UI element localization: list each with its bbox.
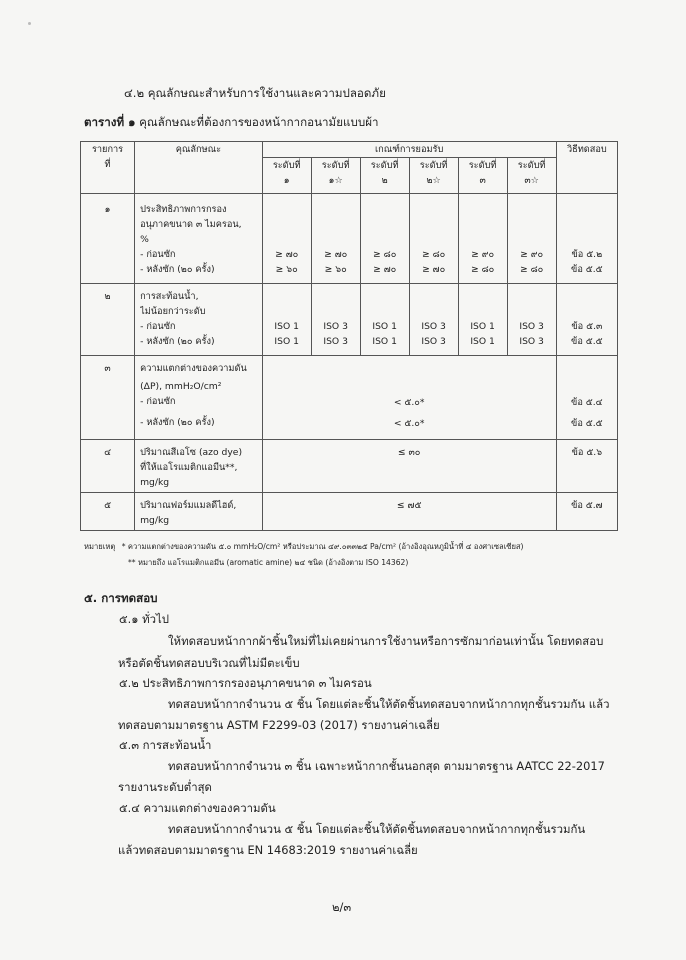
subsection-5-4-title: ๕.๔ ความแตกต่างของความดัน bbox=[119, 801, 276, 815]
value-cell: ISO 3 ISO 3 bbox=[311, 284, 360, 356]
note-1 bbox=[84, 542, 524, 552]
header-item-no: รายการ ที่ bbox=[81, 142, 135, 194]
value-cell: ≥ ๗๐ ≥ ๖๐ bbox=[311, 194, 360, 284]
header-criteria: เกณฑ์การยอมรับ bbox=[262, 142, 556, 158]
property-cell: การสะท้อนน้ำ, ไม่น้อยกว่าระดับ - ก่อนซัก - หลังซัก (๒๐ ครั้ง) bbox=[135, 284, 263, 356]
property-cell: ความแตกต่างของความดัน (ΔP), mmH₂O/cm² - ก่อนซัก - หลังซัก (๒๐ ครั้ง) bbox=[135, 356, 263, 440]
paragraph-line: ให้ทดสอบหน้ากากผ้าชิ้นใหม่ที่ไม่เคยผ่านการใช้งานหรือการซักมาก่อนเท่านั้น โดยทดสอบ bbox=[168, 634, 604, 648]
value-cell: ISO 1 ISO 1 bbox=[262, 284, 311, 356]
property-cell: ปริมาณฟอร์มแมลดีไฮด์, mg/kg bbox=[135, 493, 263, 531]
value-cell: ISO 3 ISO 3 bbox=[409, 284, 458, 356]
header-property: คุณลักษณะ bbox=[135, 142, 263, 194]
table-caption-text: คุณลักษณะที่ต้องการของหน้ากากอนามัยแบบผ้า bbox=[139, 115, 379, 129]
value-cell: ≤ ๗๕ bbox=[262, 493, 556, 531]
header-level: ระดับที่ ๒☆ bbox=[409, 158, 458, 194]
header-level: ระดับที่ ๑ bbox=[262, 158, 311, 194]
method-cell: ข้อ ๕.๔ ข้อ ๕.๕ bbox=[556, 356, 617, 440]
value-cell: ISO 3 ISO 3 bbox=[507, 284, 556, 356]
subsection-5-3-title: ๕.๓ การสะท้อนน้ำ bbox=[119, 738, 212, 752]
paragraph-line: ทดสอบตามมาตรฐาน ASTM F2299-03 (2017) รายงานค่าเฉลี่ย bbox=[118, 718, 440, 732]
header-level: ระดับที่ ๒ bbox=[360, 158, 409, 194]
paragraph-line: ทดสอบหน้ากากจำนวน ๕ ชิ้น โดยแต่ละชิ้นให้ตัดชิ้นทดสอบจากหน้ากากทุกชั้นรวมกัน bbox=[168, 822, 586, 836]
value-cell: < ๕.๐* < ๕.๐* bbox=[262, 356, 556, 440]
value-cell: ≥ ๙๐ ≥ ๘๐ bbox=[507, 194, 556, 284]
table-caption-label: ตารางที่ ๑ bbox=[84, 115, 136, 129]
item-number: ๒ bbox=[81, 284, 135, 356]
item-number: ๓ bbox=[81, 356, 135, 440]
subsection-5-1-title: ๕.๑ ทั่วไป bbox=[119, 612, 169, 626]
table-row bbox=[81, 440, 618, 493]
section-heading: ๔.๒ คุณลักษณะสำหรับการใช้งานและความปลอดภัย bbox=[124, 86, 386, 100]
scan-speck bbox=[28, 22, 31, 25]
subsection-5-2-title: ๕.๒ ประสิทธิภาพการกรองอนุภาคขนาด ๓ ไมครอน bbox=[119, 676, 372, 690]
item-number: ๔ bbox=[81, 440, 135, 493]
table-row bbox=[81, 356, 618, 440]
note-2: ** หมายถึง แอโรแมติกแอมีน (aromatic amine) ๒๔ ชนิด (อ้างอิงตาม ISO 14362) bbox=[128, 558, 409, 567]
table-row bbox=[81, 284, 618, 356]
property-cell: ประสิทธิภาพการกรอง อนุภาคขนาด ๓ ไมครอน, % - ก่อนซัก - หลังซัก (๒๐ ครั้ง) bbox=[135, 194, 263, 284]
value-cell: ISO 1 ISO 1 bbox=[360, 284, 409, 356]
property-cell: ปริมาณสีเอโซ (azo dye) ที่ให้แอโรแมติกแอมีน**, mg/kg bbox=[135, 440, 263, 493]
table-row bbox=[81, 493, 618, 531]
header-level: ระดับที่ ๓ bbox=[458, 158, 507, 194]
table-row bbox=[81, 194, 618, 284]
table-caption bbox=[84, 115, 379, 129]
item-number: ๑ bbox=[81, 194, 135, 284]
value-cell: ≥ ๘๐ ≥ ๗๐ bbox=[360, 194, 409, 284]
value-cell: ISO 1 ISO 1 bbox=[458, 284, 507, 356]
paragraph-line: แล้วทดสอบตามมาตรฐาน EN 14683:2019 รายงานค่าเฉลี่ย bbox=[118, 843, 418, 857]
note-label: หมายเหตุ bbox=[84, 542, 116, 551]
note-1-text: * ความแตกต่างของความดัน ๕.๐ mmH₂O/cm² หรือประมาณ ๔๙.๐๓๓๒๕ Pa/cm² (อ้างอิงอุณหภูมิน้ำที่ ๔ องศาเซลเซียส) bbox=[121, 542, 524, 551]
item-number: ๕ bbox=[81, 493, 135, 531]
paragraph-line: ทดสอบหน้ากากจำนวน ๕ ชิ้น โดยแต่ละชิ้นให้ตัดชิ้นทดสอบจากหน้ากากทุกชั้นรวมกัน แล้ว bbox=[168, 697, 610, 711]
paragraph-line: ทดสอบหน้ากากจำนวน ๓ ชิ้น เฉพาะหน้ากากชั้นนอกสุด ตามมาตรฐาน AATCC 22-2017 bbox=[168, 759, 605, 773]
requirements-table bbox=[80, 141, 618, 531]
method-cell: ข้อ ๕.๓ ข้อ ๕.๕ bbox=[556, 284, 617, 356]
method-cell: ข้อ ๕.๒ ข้อ ๕.๕ bbox=[556, 194, 617, 284]
method-cell: ข้อ ๕.๗ bbox=[556, 493, 617, 531]
header-level: ระดับที่ ๓☆ bbox=[507, 158, 556, 194]
page-number: ๒/๓ bbox=[332, 900, 352, 914]
value-cell: ≤ ๓๐ bbox=[262, 440, 556, 493]
paragraph-line: รายงานระดับต่ำสุด bbox=[118, 780, 212, 794]
paragraph-line: หรือตัดชิ้นทดสอบบริเวณที่ไม่มีตะเข็บ bbox=[118, 656, 300, 670]
header-method: วิธีทดสอบ bbox=[556, 142, 617, 194]
header-level: ระดับที่ ๑☆ bbox=[311, 158, 360, 194]
value-cell: ≥ ๙๐ ≥ ๘๐ bbox=[458, 194, 507, 284]
value-cell: ≥ ๘๐ ≥ ๗๐ bbox=[409, 194, 458, 284]
value-cell: ≥ ๗๐ ≥ ๖๐ bbox=[262, 194, 311, 284]
section-5-heading: ๕. การทดสอบ bbox=[84, 591, 158, 605]
method-cell: ข้อ ๕.๖ bbox=[556, 440, 617, 493]
